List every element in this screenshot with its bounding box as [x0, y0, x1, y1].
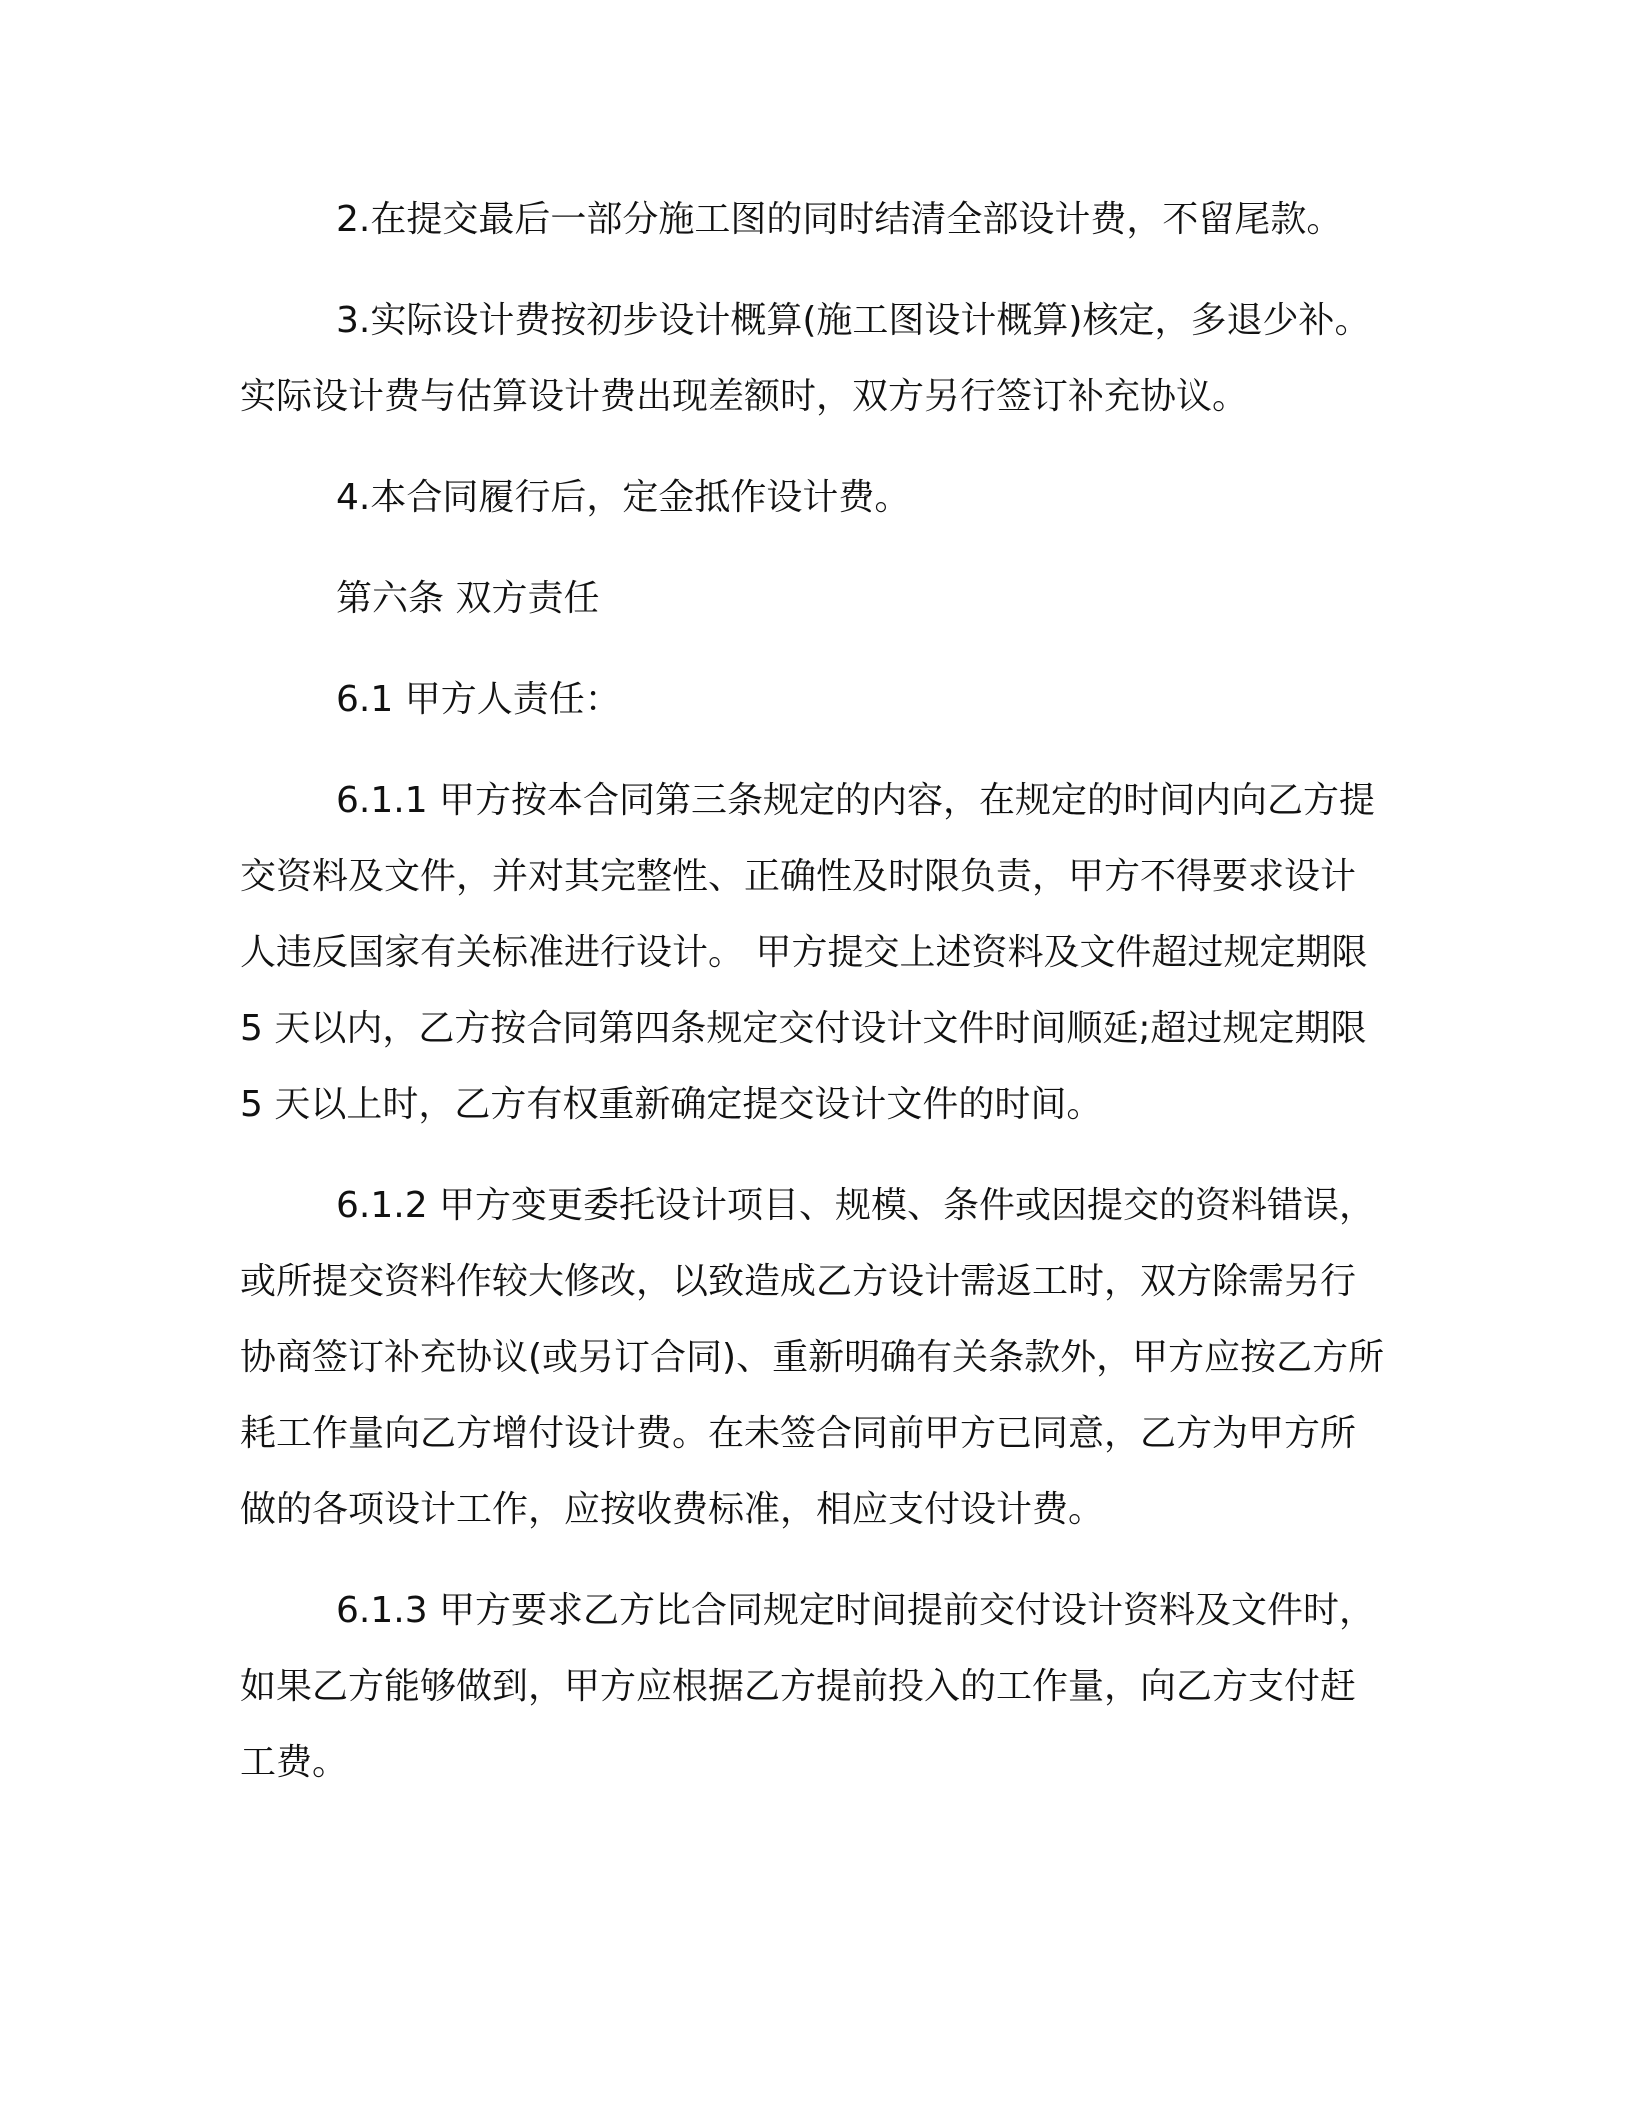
section-heading-article-six: 第六条 双方责任: [336, 578, 600, 619]
paragraph-6-1-1: 6.1.1 甲方按本合同第三条规定的内容，在规定的时间内向乙方提交资料及文件，并对其完整性、正确性及时限负责，甲方不得要求设计人违反国家有关标准进行设计。 甲方提交上述资料及文件超过规定期限 5 天以内，乙方按合同第四条规定交付设计文件时间顺延;超过规定期限 5 天以上时，乙方有权重新确定提交设计文件的时间。: [240, 780, 1376, 1125]
paragraph-actual-fee: 3.实际设计费按初步设计概算(施工图设计概算)核定，多退少补。实际设计费与估算设计费出现差额时，双方另行签订补充协议。: [240, 300, 1371, 417]
subsection-heading-6-1: 6.1 甲方人责任：: [336, 679, 621, 720]
document-body: [240, 182, 1386, 1826]
paragraph-deposit: 4.本合同履行后，定金抵作设计费。: [336, 477, 911, 518]
paragraph-6-1-3: 6.1.3 甲方要求乙方比合同规定时间提前交付设计资料及文件时，如果乙方能够做到，甲方应根据乙方提前投入的工作量，向乙方支付赶工费。: [240, 1590, 1376, 1783]
paragraph-payment-final: 2.在提交最后一部分施工图的同时结清全部设计费，不留尾款。: [336, 199, 1343, 240]
paragraph-6-1-2: 6.1.2 甲方变更委托设计项目、规模、条件或因提交的资料错误，或所提交资料作较大修改，以致造成乙方设计需返工时，双方除需另行协商签订补充协议(或另订合同)、重新明确有关条款外，甲方应按乙方所耗工作量向乙方增付设计费。在未签合同前甲方已同意，乙方为甲方所做的各项设计工作，应按收费标准，相应支付设计费。: [240, 1185, 1385, 1530]
